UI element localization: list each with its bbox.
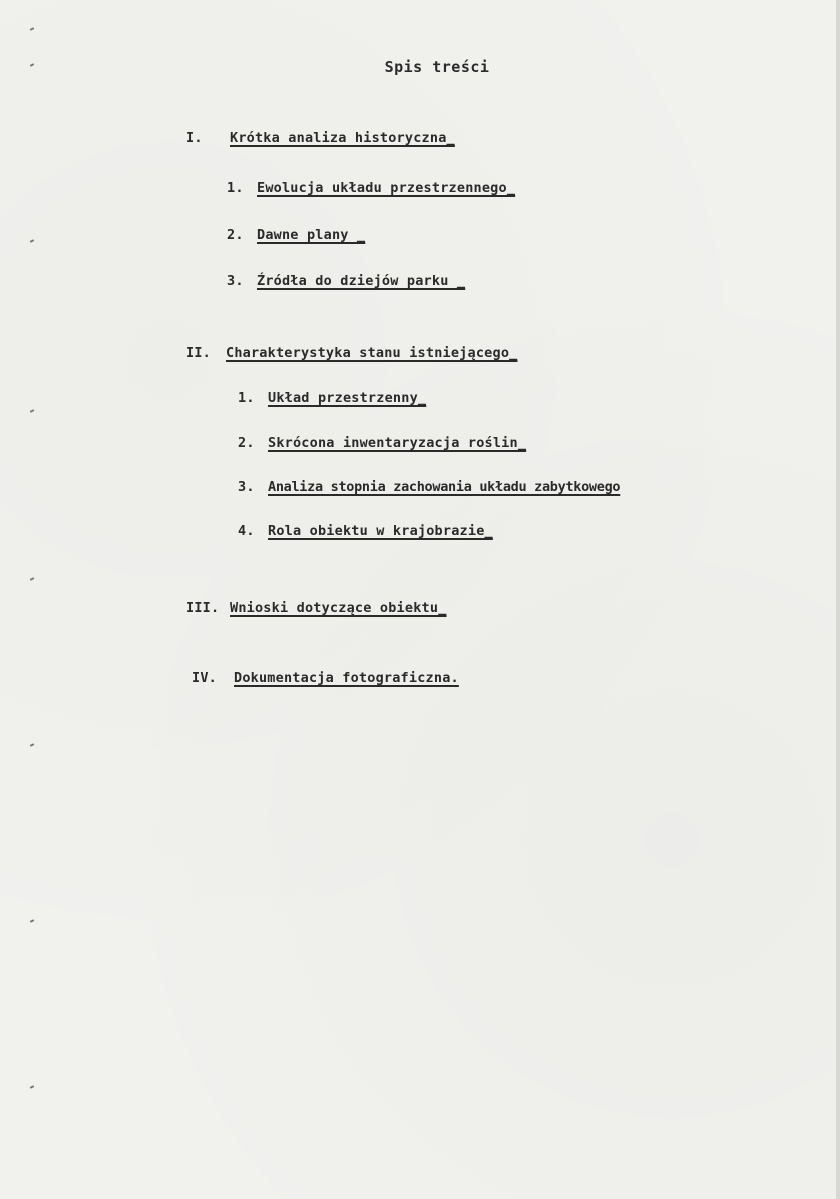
margin-mark — [30, 919, 34, 923]
toc-section-2 — [186, 345, 517, 361]
item-number: 1. — [227, 180, 244, 196]
margin-mark — [30, 743, 34, 747]
section-numeral: IV. — [192, 670, 217, 686]
section-heading: Wnioski dotyczące obiektu_ — [230, 600, 447, 616]
toc-section-3 — [186, 600, 447, 616]
item-number: 3. — [227, 273, 244, 289]
section-numeral: I. — [186, 130, 203, 146]
item-text: Układ przestrzenny_ — [268, 390, 427, 406]
margin-mark — [30, 577, 34, 581]
margin-mark — [30, 239, 34, 243]
item-text: Dawne plany _ — [257, 227, 366, 243]
section-numeral: II. — [186, 345, 211, 361]
section-numeral: III. — [186, 600, 220, 616]
section-heading: Krótka analiza historyczna_ — [230, 130, 455, 146]
toc-item — [238, 479, 620, 495]
item-number: 2. — [238, 435, 255, 451]
toc-item — [238, 390, 426, 406]
toc-item — [227, 180, 515, 196]
page-title: Spis treści — [384, 58, 490, 76]
toc-item — [227, 227, 365, 243]
toc-item — [238, 435, 526, 451]
margin-mark — [30, 409, 34, 413]
toc-item — [238, 523, 493, 539]
item-text: Ewolucja układu przestrzennego_ — [257, 180, 516, 196]
section-heading: Charakterystyka stanu istniejącego_ — [226, 345, 518, 361]
item-number: 4. — [238, 523, 255, 539]
item-text: Źródła do dziejów parku _ — [257, 273, 466, 289]
toc-section-4 — [192, 670, 459, 686]
item-text: Skrócona inwentaryzacja roślin_ — [268, 435, 527, 451]
item-number: 1. — [238, 390, 255, 406]
margin-mark — [30, 27, 34, 31]
item-number: 2. — [227, 227, 244, 243]
item-text: Rola obiektu w krajobrazie_ — [268, 523, 493, 539]
toc-item — [227, 273, 465, 289]
margin-mark — [30, 1085, 34, 1089]
section-heading: Dokumentacja fotograficzna. — [234, 670, 459, 686]
item-number: 3. — [238, 479, 255, 495]
toc-section-1 — [186, 130, 455, 146]
item-text: Analiza stopnia zachowania układu zabytkowego — [268, 479, 621, 495]
page-edge — [836, 0, 840, 1199]
